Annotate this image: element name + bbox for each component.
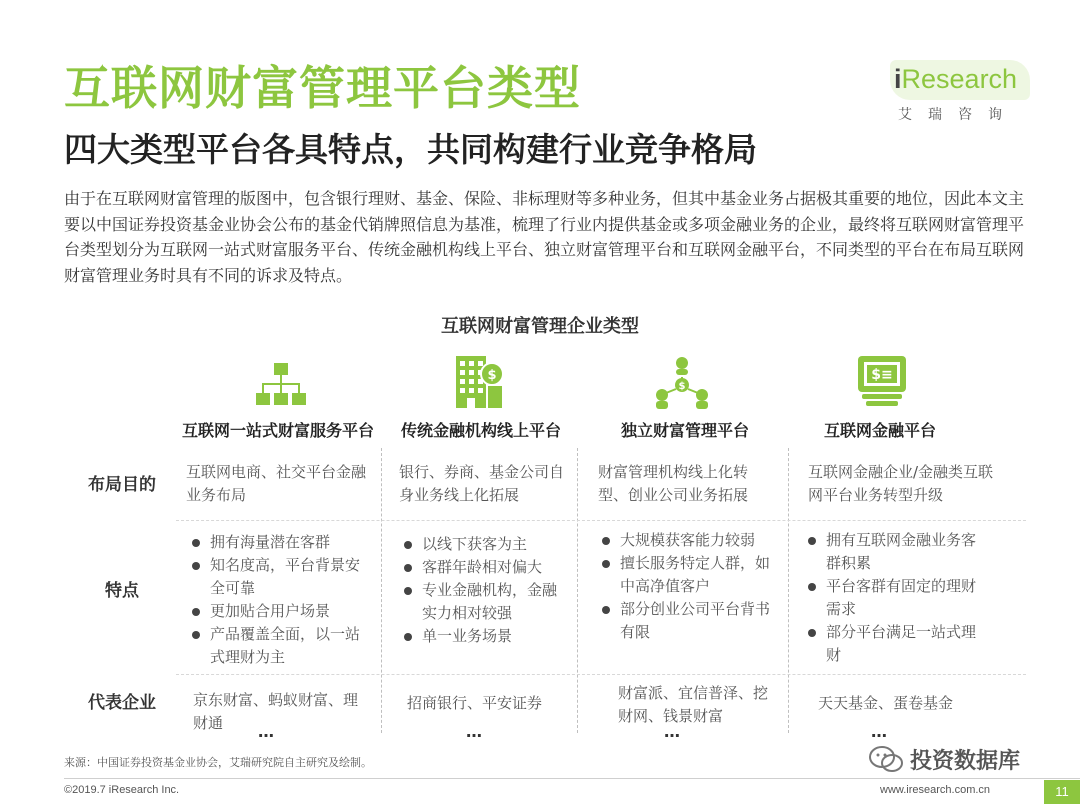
features-cell [188,531,370,669]
row-divider [176,674,1026,675]
svg-text:$: $ [487,368,497,383]
more-indicator: … [664,722,681,741]
companies-cell: 招商银行、平安证券 [407,694,543,712]
feature-item: 单一业务场景 [400,625,560,648]
purpose-cell: 互联网电商、社交平台金融业务布局 [186,463,367,504]
feature-item: 部分平台满足一站式理财 [804,621,980,667]
column-divider [381,448,382,733]
footer-divider [64,778,1080,779]
iresearch-logo [880,60,1040,130]
column-divider [577,448,578,733]
more-indicator: … [258,722,275,741]
row-label-companies: 代表企业 [88,693,156,713]
website-link[interactable]: www.iresearch.com.cn [880,784,991,796]
feature-item: 大规模获客能力较弱 [598,529,774,552]
companies-cell: 财富派、宜信普泽、挖财网、钱景财富 [618,684,769,725]
wechat-watermark [862,742,1062,776]
features-cell [598,529,774,644]
svg-text:$≡: $≡ [871,367,893,383]
svg-text:$: $ [678,381,686,392]
table-title: 互联网财富管理企业类型 [441,316,639,337]
feature-item: 拥有海量潜在客群 [188,531,370,554]
intro-paragraph: 由于在互联网财富管理的版图中，包含银行理财、基金、保险、非标理财等多种业务，但其中基金业务占据极其重要的地位，因此本文主要以中国证券投资基金业协会公布的基金代销牌照信息为基准，梳理了行业内提供基金或多项金融业务的企业，最终将互联网财富管理平台类型划分为互联网一站式财富服务平台、传统金融机构线上平台、独立财富管理平台和互联网金融平台，不同类型的平台在布局互联网财富管理业务时具有不同的诉求及特点。 [64,189,1025,285]
feature-item: 拥有互联网金融业务客群积累 [804,529,980,575]
features-cell [400,533,560,648]
feature-item: 专业金融机构，金融实力相对较强 [400,579,560,625]
features-cell [804,529,980,667]
feature-item: 平台客群有固定的理财需求 [804,575,980,621]
bank-building-icon [448,352,508,412]
more-indicator: … [871,722,888,741]
purpose-cell: 财富管理机构线上化转型、创业公司业务拓展 [598,463,749,504]
feature-item: 产品覆盖全面，以一站式理财为主 [188,623,370,669]
watermark-text: 投资数据库 [910,749,1021,774]
column-heading-fintech: 互联网金融平台 [823,421,936,440]
column-divider [788,448,789,733]
source-note: 来源：中国证券投资基金业协会，艾瑞研究院自主研究及绘制。 [64,756,372,769]
feature-item: 知名度高，平台背景安全可靠 [188,554,370,600]
companies-cell: 京东财富、蚂蚁财富、理财通 [193,691,359,732]
column-heading-independent: 独立财富管理平台 [620,421,749,440]
purpose-cell: 互联网金融企业/金融类互联网平台业务转型升级 [808,463,994,504]
money-terminal-icon [852,352,912,412]
page-subtitle: 四大类型平台各具特点，共同构建行业竞争格局 [64,130,757,169]
feature-item: 以线下获客为主 [400,533,560,556]
feature-item: 擅长服务特定人群，如中高净值客户 [598,552,774,598]
row-label-purpose: 布局目的 [88,475,156,495]
people-network-icon [652,355,712,415]
column-heading-one-stop: 互联网一站式财富服务平台 [181,421,374,440]
companies-cell: 天天基金、蛋卷基金 [818,694,954,712]
row-divider [176,520,1026,521]
feature-item: 客群年龄相对偏大 [400,556,560,579]
logo-chinese: 艾瑞咨询 [898,107,1018,123]
copyright: ©2019.7 iResearch Inc. [64,784,180,796]
purpose-cell: 银行、券商、基金公司自身业务线上化拓展 [399,463,565,504]
org-chart-icon [250,357,310,417]
feature-item: 部分创业公司平台背书有限 [598,598,774,644]
page-title: 互联网财富管理平台类型 [64,61,581,115]
logo-wordmark: iResearch [894,64,1018,94]
page-number: 11 [1044,780,1080,804]
feature-item: 更加贴合用户场景 [188,600,370,623]
row-label-features: 特点 [105,581,139,601]
wechat-icon [868,744,904,774]
more-indicator: … [466,722,483,741]
column-heading-traditional: 传统金融机构线上平台 [400,421,561,440]
